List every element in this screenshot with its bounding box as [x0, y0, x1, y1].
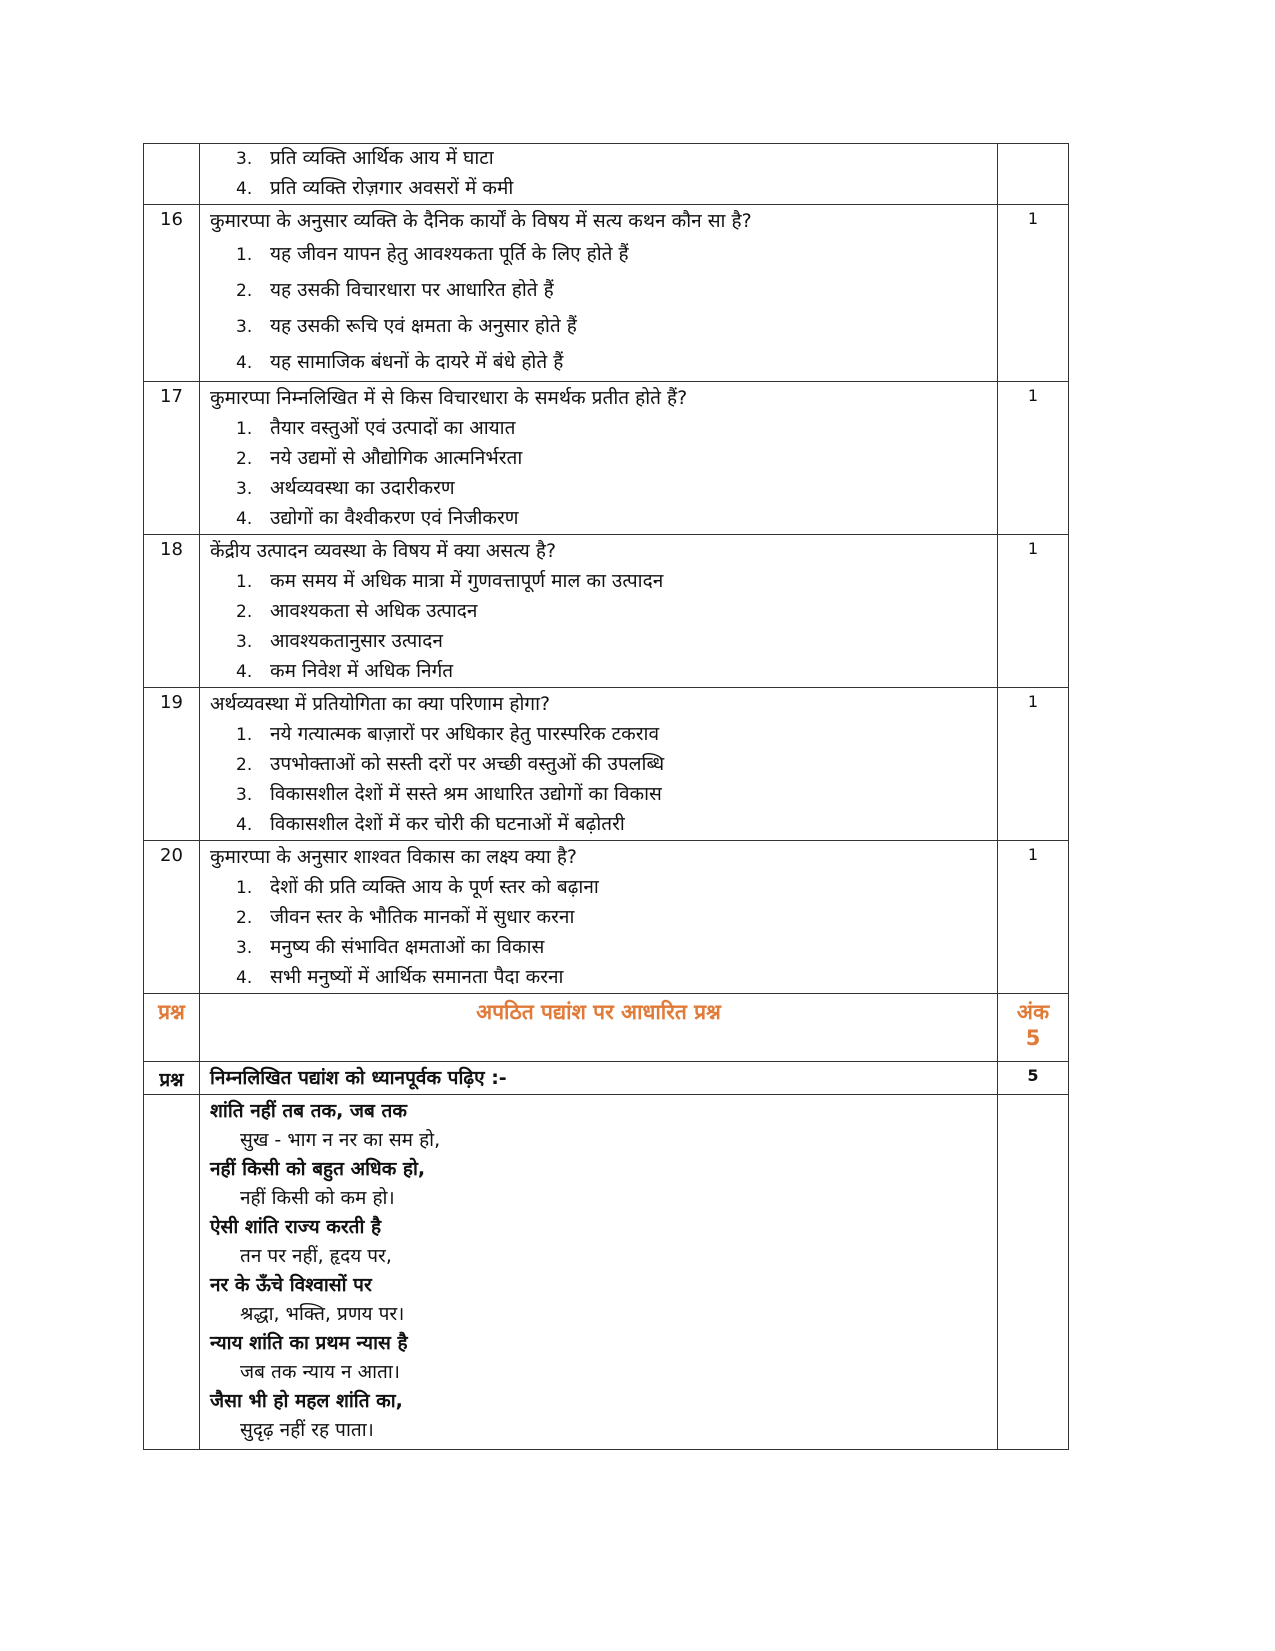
option-number: 3. — [236, 317, 253, 337]
option-text: आवश्यकतानुसार उत्पादन — [270, 630, 443, 652]
option-text: यह जीवन यापन हेतु आवश्यकता पूर्ति के लिए होते हैं — [270, 243, 629, 265]
section-header-row — [144, 994, 1069, 1062]
option — [200, 963, 997, 993]
option-number: 4. — [236, 509, 253, 529]
option-number: 3. — [236, 632, 253, 652]
option — [200, 345, 997, 381]
option — [200, 780, 997, 810]
question-text: केंद्रीय उत्पादन व्यवस्था के विषय में क्या असत्य है? — [210, 540, 557, 562]
option-text: देशों की प्रति व्यक्ति आय के पूर्ण स्तर को बढ़ाना — [270, 876, 599, 898]
poem-line: नहीं किसी को कम हो। — [240, 1187, 395, 1209]
option-number: 1. — [236, 419, 253, 439]
section-title: अपठित पद्यांश पर आधारित प्रश्न — [200, 994, 998, 1062]
marks-label: अंक — [1016, 1000, 1050, 1024]
option-text: प्रति व्यक्ति आर्थिक आय में घाटा — [270, 147, 494, 169]
option-number: 2. — [236, 281, 253, 301]
option — [200, 933, 997, 963]
option — [200, 444, 997, 474]
option — [200, 810, 997, 840]
question-marks: 1 — [998, 841, 1069, 994]
option-text: कम समय में अधिक मात्रा में गुणवत्तापूर्ण माल का उत्पादन — [270, 570, 664, 592]
poem-line: शांति नहीं तब तक, जब तक — [210, 1100, 407, 1122]
question-text: कुमारप्पा निम्नलिखित में से किस विचारधारा के समर्थक प्रतीत होते हैं? — [210, 387, 688, 409]
marks-cell — [998, 144, 1069, 205]
option — [200, 597, 997, 627]
option-text: सभी मनुष्यों में आर्थिक समानता पैदा करना — [270, 966, 564, 988]
option — [200, 657, 997, 687]
option-text: विकासशील देशों में सस्ते श्रम आधारित उद्योगों का विकास — [270, 783, 662, 805]
option-number: 4. — [236, 968, 253, 988]
option-text: उपभोक्ताओं को सस्ती दरों पर अच्छी वस्तुओं की उपलब्धि — [270, 753, 665, 775]
question-number: 17 — [144, 382, 200, 535]
option-number: 4. — [236, 662, 253, 682]
option-text: उद्योगों का वैश्वीकरण एवं निजीकरण — [270, 507, 519, 529]
question-row-18 — [144, 535, 1069, 688]
section-col-label: प्रश्न — [144, 994, 200, 1062]
empty-cell — [144, 1095, 200, 1450]
poem-line: ऐसी शांति राज्य करती है — [210, 1216, 382, 1238]
question-cell — [200, 382, 998, 535]
option-text: यह सामाजिक बंधनों के दायरे में बंधे होते हैं — [270, 351, 564, 373]
option — [200, 567, 997, 597]
option-text: नये उद्यमों से औद्योगिक आत्मनिर्भरता — [270, 447, 523, 469]
option-number: 2. — [236, 602, 253, 622]
section-marks-header — [998, 994, 1069, 1062]
option-text: नये गत्यात्मक बाज़ारों पर अधिकार हेतु पारस्परिक टकराव — [270, 723, 660, 745]
question-number: 20 — [144, 841, 200, 994]
question-text: कुमारप्पा के अनुसार शाश्वत विकास का लक्ष्य क्या है? — [210, 846, 578, 868]
option-number: 2. — [236, 908, 253, 928]
option-number: 3. — [236, 938, 253, 958]
question-marks: 1 — [998, 205, 1069, 382]
option — [200, 309, 997, 345]
question-table — [143, 143, 1069, 1450]
question-cell — [200, 205, 998, 382]
option-number: 3. — [236, 785, 253, 805]
question-number: 19 — [144, 688, 200, 841]
poem-line: जैसा भी हो महल शांति का, — [210, 1390, 403, 1412]
poem-passage — [200, 1095, 998, 1450]
poem-row — [144, 1095, 1069, 1450]
option-text: मनुष्य की संभावित क्षमताओं का विकास — [270, 936, 545, 958]
option — [200, 750, 997, 780]
option-text: यह उसकी रूचि एवं क्षमता के अनुसार होते हैं — [270, 315, 577, 337]
option-number: 1. — [236, 725, 253, 745]
poem-line: सुख - भाग न नर का सम हो, — [240, 1129, 441, 1151]
option-number: 1. — [236, 572, 253, 592]
option-number: 4. — [236, 179, 253, 199]
question-row-19 — [144, 688, 1069, 841]
poem-line: सुदृढ़ नहीं रह पाता। — [240, 1419, 374, 1441]
options-cell — [200, 144, 998, 205]
option-text: कम निवेश में अधिक निर्गत — [270, 660, 454, 682]
option-text: तैयार वस्तुओं एवं उत्पादों का आयात — [270, 417, 516, 439]
option — [200, 504, 997, 534]
option — [200, 273, 997, 309]
option-number: 1. — [236, 245, 253, 265]
option-number: 4. — [236, 815, 253, 835]
instruction-col-label: प्रश्न — [144, 1062, 200, 1095]
instruction-marks: 5 — [998, 1062, 1069, 1095]
option — [200, 414, 997, 444]
question-row-20 — [144, 841, 1069, 994]
option — [200, 627, 997, 657]
question-text: अर्थव्यवस्था में प्रतियोगिता का क्या परिणाम होगा? — [210, 693, 551, 715]
continuation-row — [144, 144, 1069, 205]
poem-line: नहीं किसी को बहुत अधिक हो, — [210, 1158, 426, 1180]
option-text: अर्थव्यवस्था का उदारीकरण — [270, 477, 455, 499]
question-cell — [200, 688, 998, 841]
question-row-17 — [144, 382, 1069, 535]
instruction-text: निम्नलिखित पद्यांश को ध्यानपूर्वक पढ़िए :- — [200, 1062, 998, 1095]
option-text: जीवन स्तर के भौतिक मानकों में सुधार करना — [270, 906, 575, 928]
number-cell — [144, 144, 200, 205]
option-number: 4. — [236, 353, 253, 373]
option-number: 3. — [236, 479, 253, 499]
poem-line: श्रद्धा, भक्ति, प्रणय पर। — [240, 1303, 405, 1325]
question-marks: 1 — [998, 382, 1069, 535]
option-text: आवश्यकता से अधिक उत्पादन — [270, 600, 478, 622]
question-cell — [200, 535, 998, 688]
poem-line: नर के ऊँचे विश्वासों पर — [210, 1274, 372, 1296]
question-row-16 — [144, 205, 1069, 382]
option-number: 2. — [236, 449, 253, 469]
question-number: 16 — [144, 205, 200, 382]
option — [200, 237, 997, 273]
option-number: 1. — [236, 878, 253, 898]
option — [200, 903, 997, 933]
option — [200, 720, 997, 750]
option-number: 2. — [236, 755, 253, 775]
question-number: 18 — [144, 535, 200, 688]
option — [200, 873, 997, 903]
option-number: 3. — [236, 149, 253, 169]
question-marks: 1 — [998, 688, 1069, 841]
question-marks: 1 — [998, 535, 1069, 688]
question-text: कुमारप्पा के अनुसार व्यक्ति के दैनिक कार्यों के विषय में सत्य कथन कौन सा है? — [210, 210, 752, 232]
marks-value: 5 — [1025, 1026, 1041, 1050]
question-cell — [200, 841, 998, 994]
poem-line: जब तक न्याय न आता। — [240, 1361, 401, 1383]
option-text: विकासशील देशों में कर चोरी की घटनाओं में बढ़ोतरी — [270, 813, 625, 835]
poem-line: तन पर नहीं, हृदय पर, — [240, 1245, 392, 1267]
option — [200, 474, 997, 504]
empty-cell — [998, 1095, 1069, 1450]
option-text: प्रति व्यक्ति रोज़गार अवसरों में कमी — [270, 177, 514, 199]
poem-line: न्याय शांति का प्रथम न्यास है — [210, 1332, 408, 1354]
option-text: यह उसकी विचारधारा पर आधारित होते हैं — [270, 279, 554, 301]
instruction-row — [144, 1062, 1069, 1095]
